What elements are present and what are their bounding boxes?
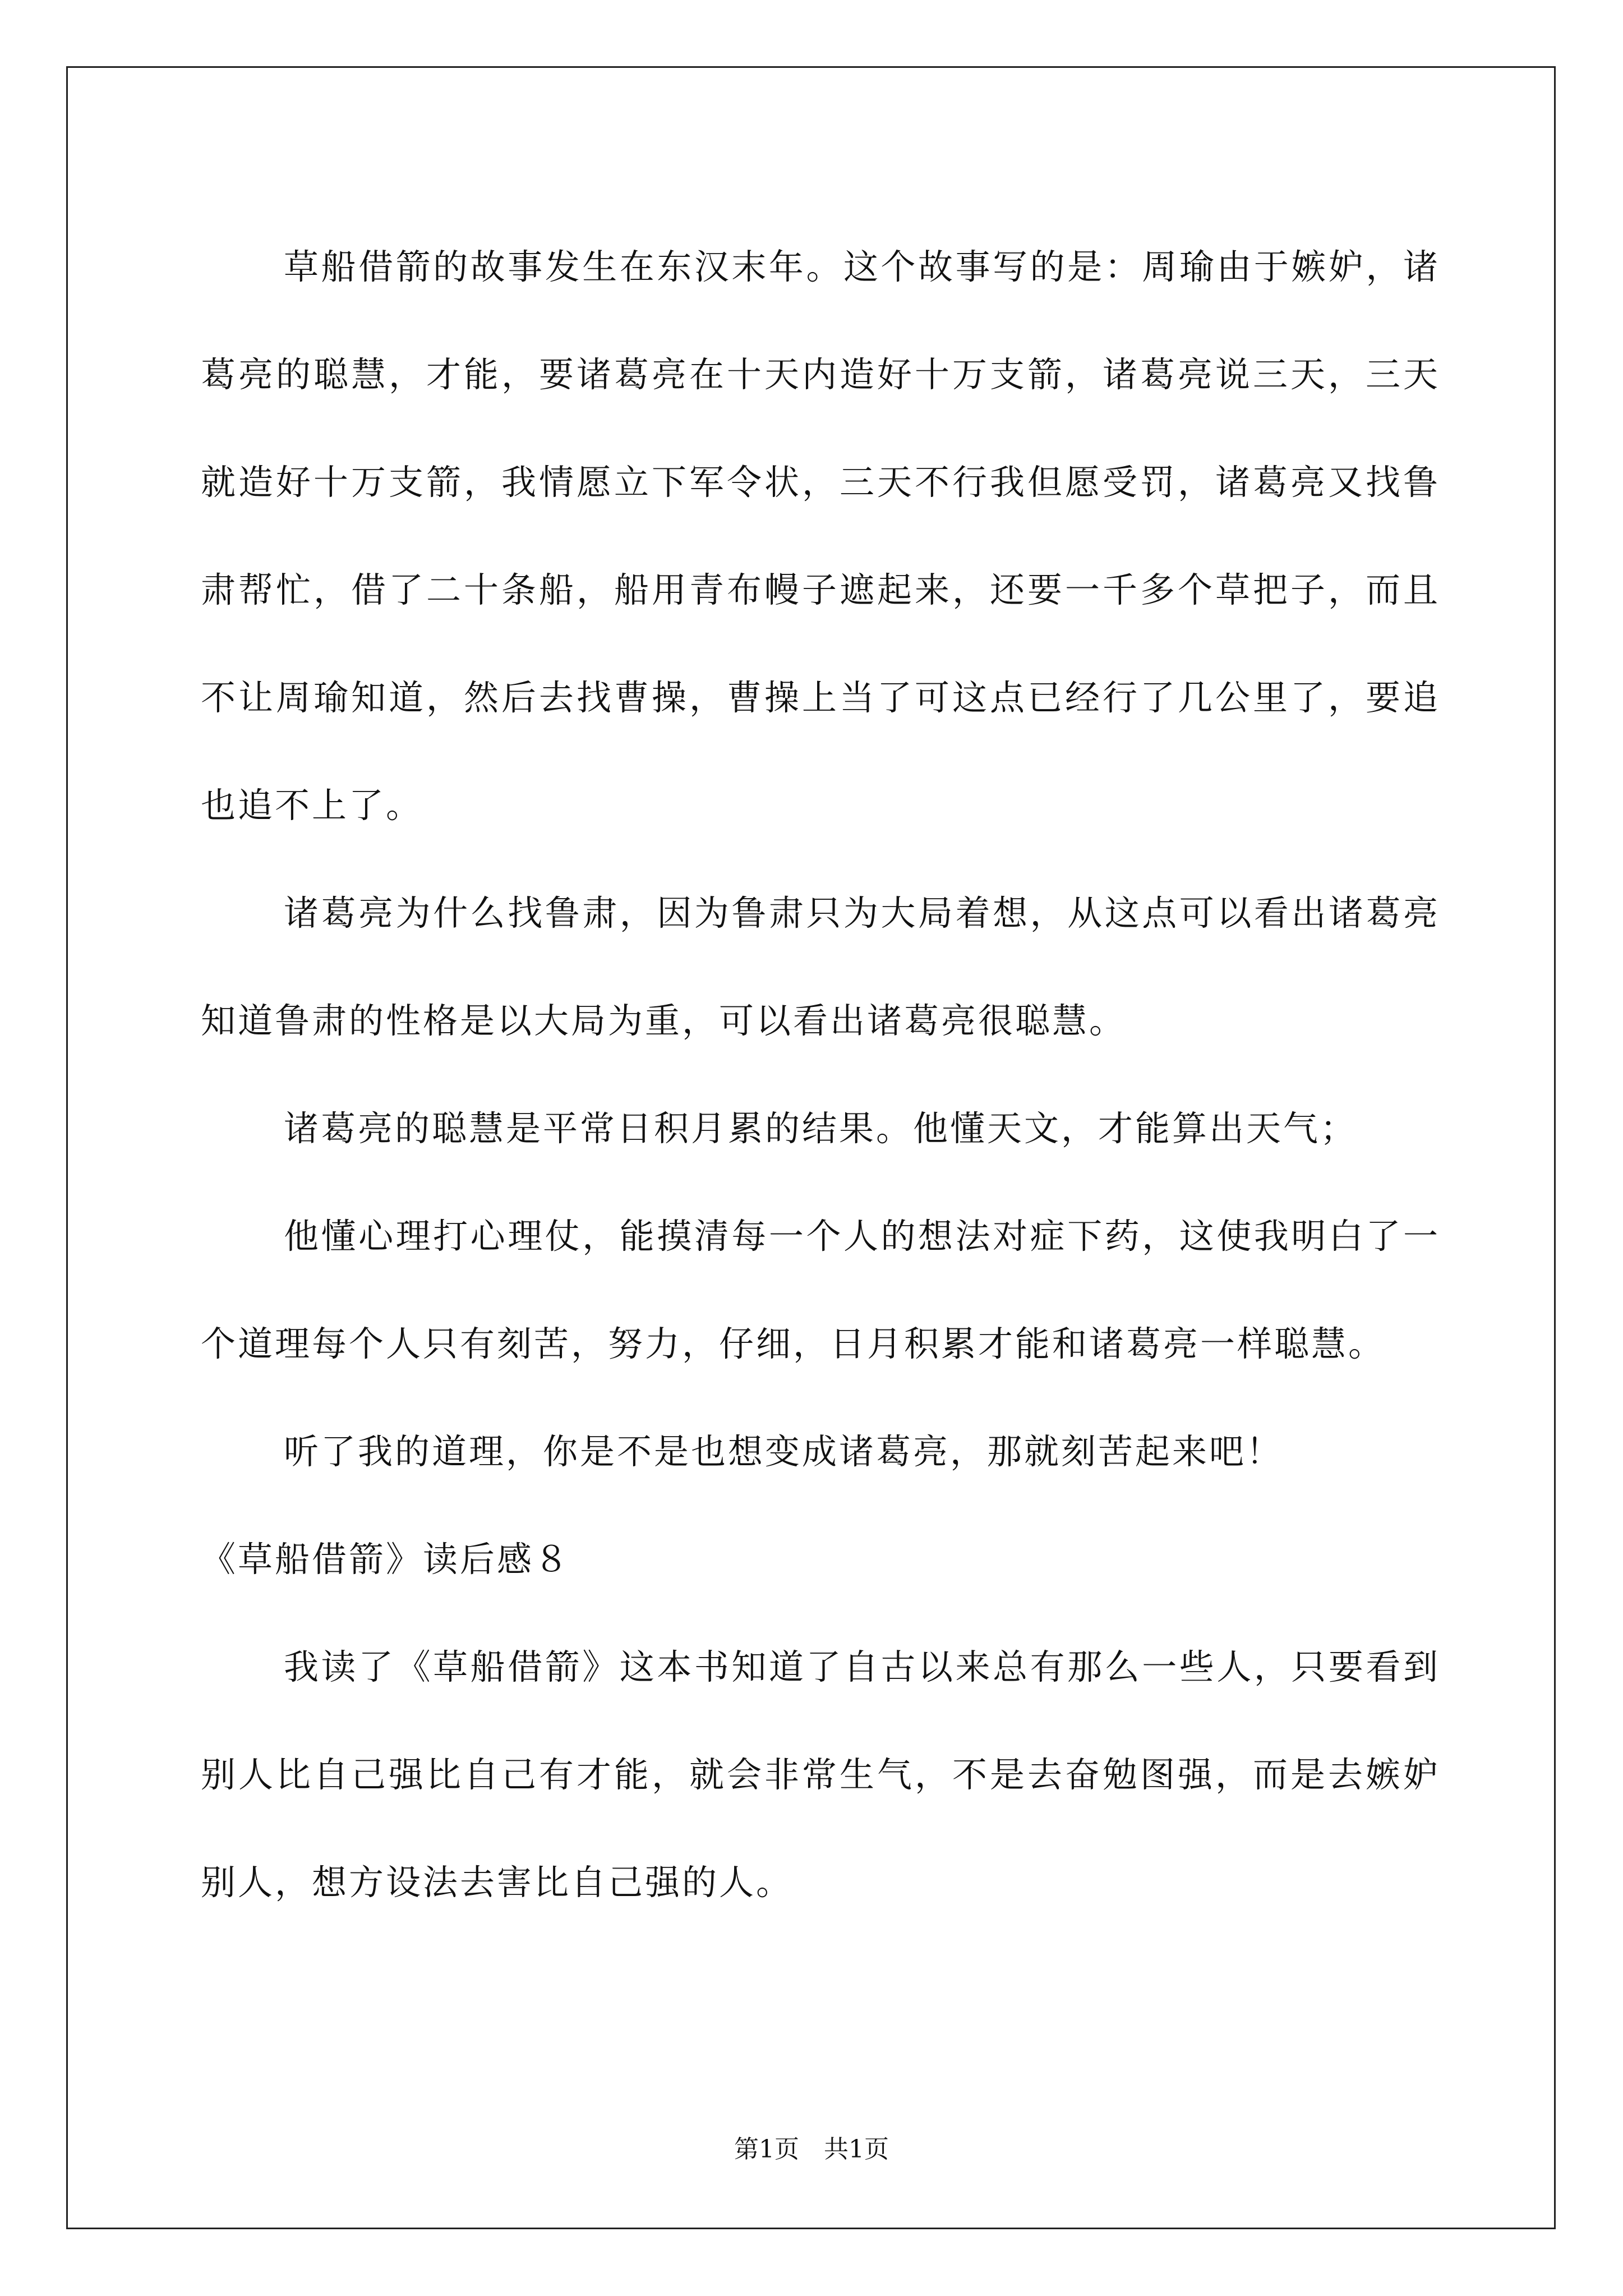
document-body xyxy=(201,213,1440,1936)
paragraph-story-summary: 草船借箭的故事发生在东汉末年。这个故事写的是：周瑜由于嫉妒，诸葛亮的聪慧，才能，要诸葛亮在十天内造好十万支箭，诸葛亮说三天，三天就造好十万支箭，我情愿立下军令状，三天不行我但愿受罚，诸葛亮又找鲁肃帮忙，借了二十条船，船用青布幔子遮起来，还要一千多个草把子，而且不让周瑜知道，然后去找曹操，曹操上当了可这点已经行了几公里了，要追也追不上了。 xyxy=(201,246,1440,826)
paragraph-psychology: 他懂心理打心理仗，能摸清每一个人的想法对症下药，这使我明白了一个道理每个人只有刻苦，努力，仔细，日月积累才能和诸葛亮一样聪慧。 xyxy=(201,1216,1440,1364)
paragraph-reading-reflection: 我读了《草船借箭》这本书知道了自古以来总有那么一些人，只要看到别人比自己强比自己有才能，就会非常生气，不是去奋勉图强，而是去嫉妒别人，想方设法去害比自己强的人。 xyxy=(201,1646,1440,1903)
page-footer: 第1页 共1页 xyxy=(734,2135,889,2164)
paragraph-wisdom-origin: 诸葛亮的聪慧是平常日积月累的结果。他懂天文，才能算出天气； xyxy=(284,1108,1358,1149)
paragraph-why-lusu: 诸葛亮为什么找鲁肃，因为鲁肃只为大局着想，从这点可以看出诸葛亮知道鲁肃的性格是以大局为重，可以看出诸葛亮很聪慧。 xyxy=(201,892,1440,1041)
paragraph-encouragement: 听了我的道理，你是不是也想变成诸葛亮，那就刻苦起来吧！ xyxy=(284,1431,1284,1472)
section-heading: 《草船借箭》读后感８ xyxy=(201,1539,571,1580)
